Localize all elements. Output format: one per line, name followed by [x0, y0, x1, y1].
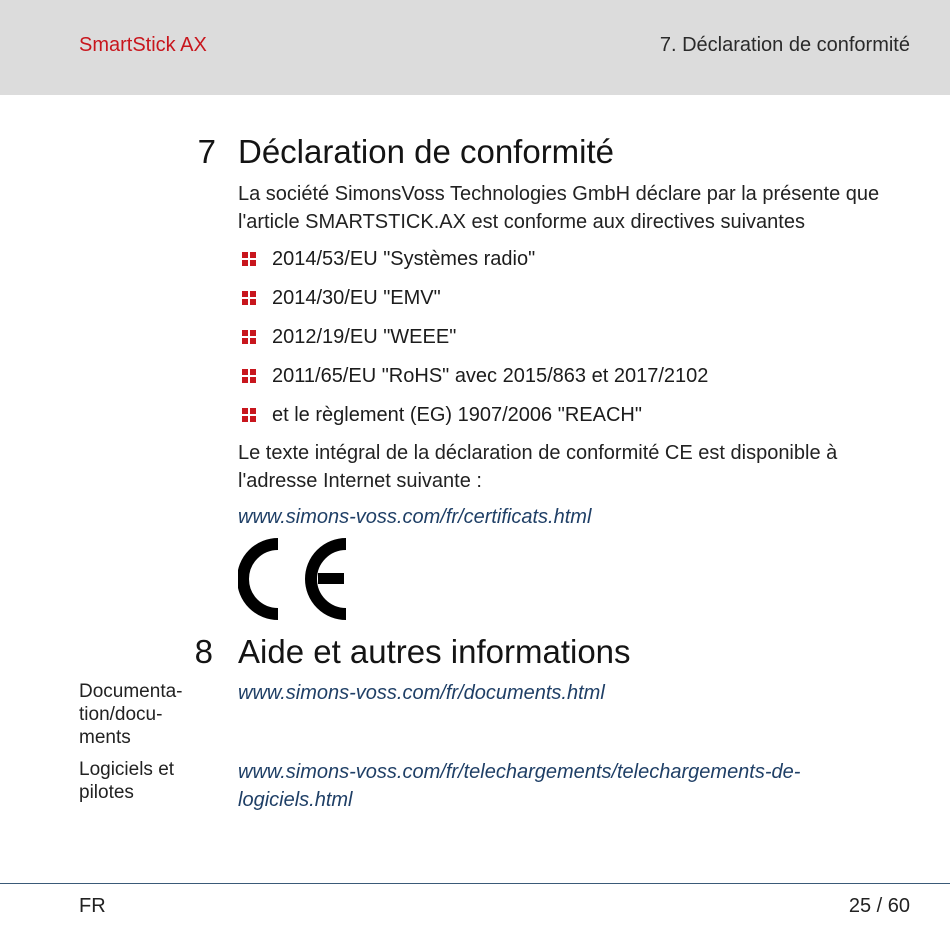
section-7-intro: La société SimonsVoss Technologies GmbH déclare par la présente que l'article SMARTSTICK.AX est conforme aux directives suivantes	[238, 183, 880, 233]
directive-text: et le règlement (EG) 1907/2006 "REACH"	[272, 404, 642, 426]
software-label: Logiciels et pilotes	[79, 759, 175, 803]
section-8-number: 8	[194, 633, 213, 670]
documents-link[interactable]: www.simons-voss.com/fr/documents.html	[238, 682, 605, 704]
page-number: 25 / 60	[848, 895, 910, 917]
section-8-title: Aide et autres informations	[238, 633, 631, 670]
directive-item	[238, 401, 708, 440]
section-7-title: Déclaration de conformité	[238, 133, 615, 170]
directive-item	[238, 245, 708, 284]
software-downloads-link[interactable]: www.simons-voss.com/fr/telechargements/telechargements-de-logiciels.html	[238, 761, 801, 811]
directive-list	[238, 245, 708, 440]
red-square-bullet-icon	[242, 291, 256, 305]
red-square-bullet-icon	[242, 252, 256, 266]
red-square-bullet-icon	[242, 408, 256, 422]
directive-text: 2014/53/EU "Systèmes radio"	[272, 248, 536, 270]
directive-item	[238, 362, 708, 401]
red-square-bullet-icon	[242, 330, 256, 344]
certificates-link[interactable]: www.simons-voss.com/fr/certificats.html	[238, 506, 592, 528]
red-square-bullet-icon	[242, 369, 256, 383]
footer-language: FR	[79, 895, 106, 917]
header-chapter-title: 7. Déclaration de conformité	[659, 34, 910, 56]
section-7-number: 7	[197, 133, 216, 170]
footer-divider	[0, 883, 950, 884]
conformity-text: Le texte intégral de la déclaration de conformité CE est disponible à l'adresse Internet suivante :	[238, 442, 838, 492]
page-header	[0, 0, 950, 95]
directive-text: 2011/65/EU "RoHS" avec 2015/863 et 2017/2102	[272, 365, 709, 387]
brand-title: SmartStick AX	[79, 34, 207, 56]
directive-text: 2014/30/EU "EMV"	[272, 287, 441, 309]
ce-mark-icon	[238, 538, 350, 620]
documentation-label: Documenta- tion/docu- ments	[79, 681, 183, 748]
directive-item	[238, 323, 708, 362]
directive-item	[238, 284, 708, 323]
directive-text: 2012/19/EU "WEEE"	[272, 326, 457, 348]
